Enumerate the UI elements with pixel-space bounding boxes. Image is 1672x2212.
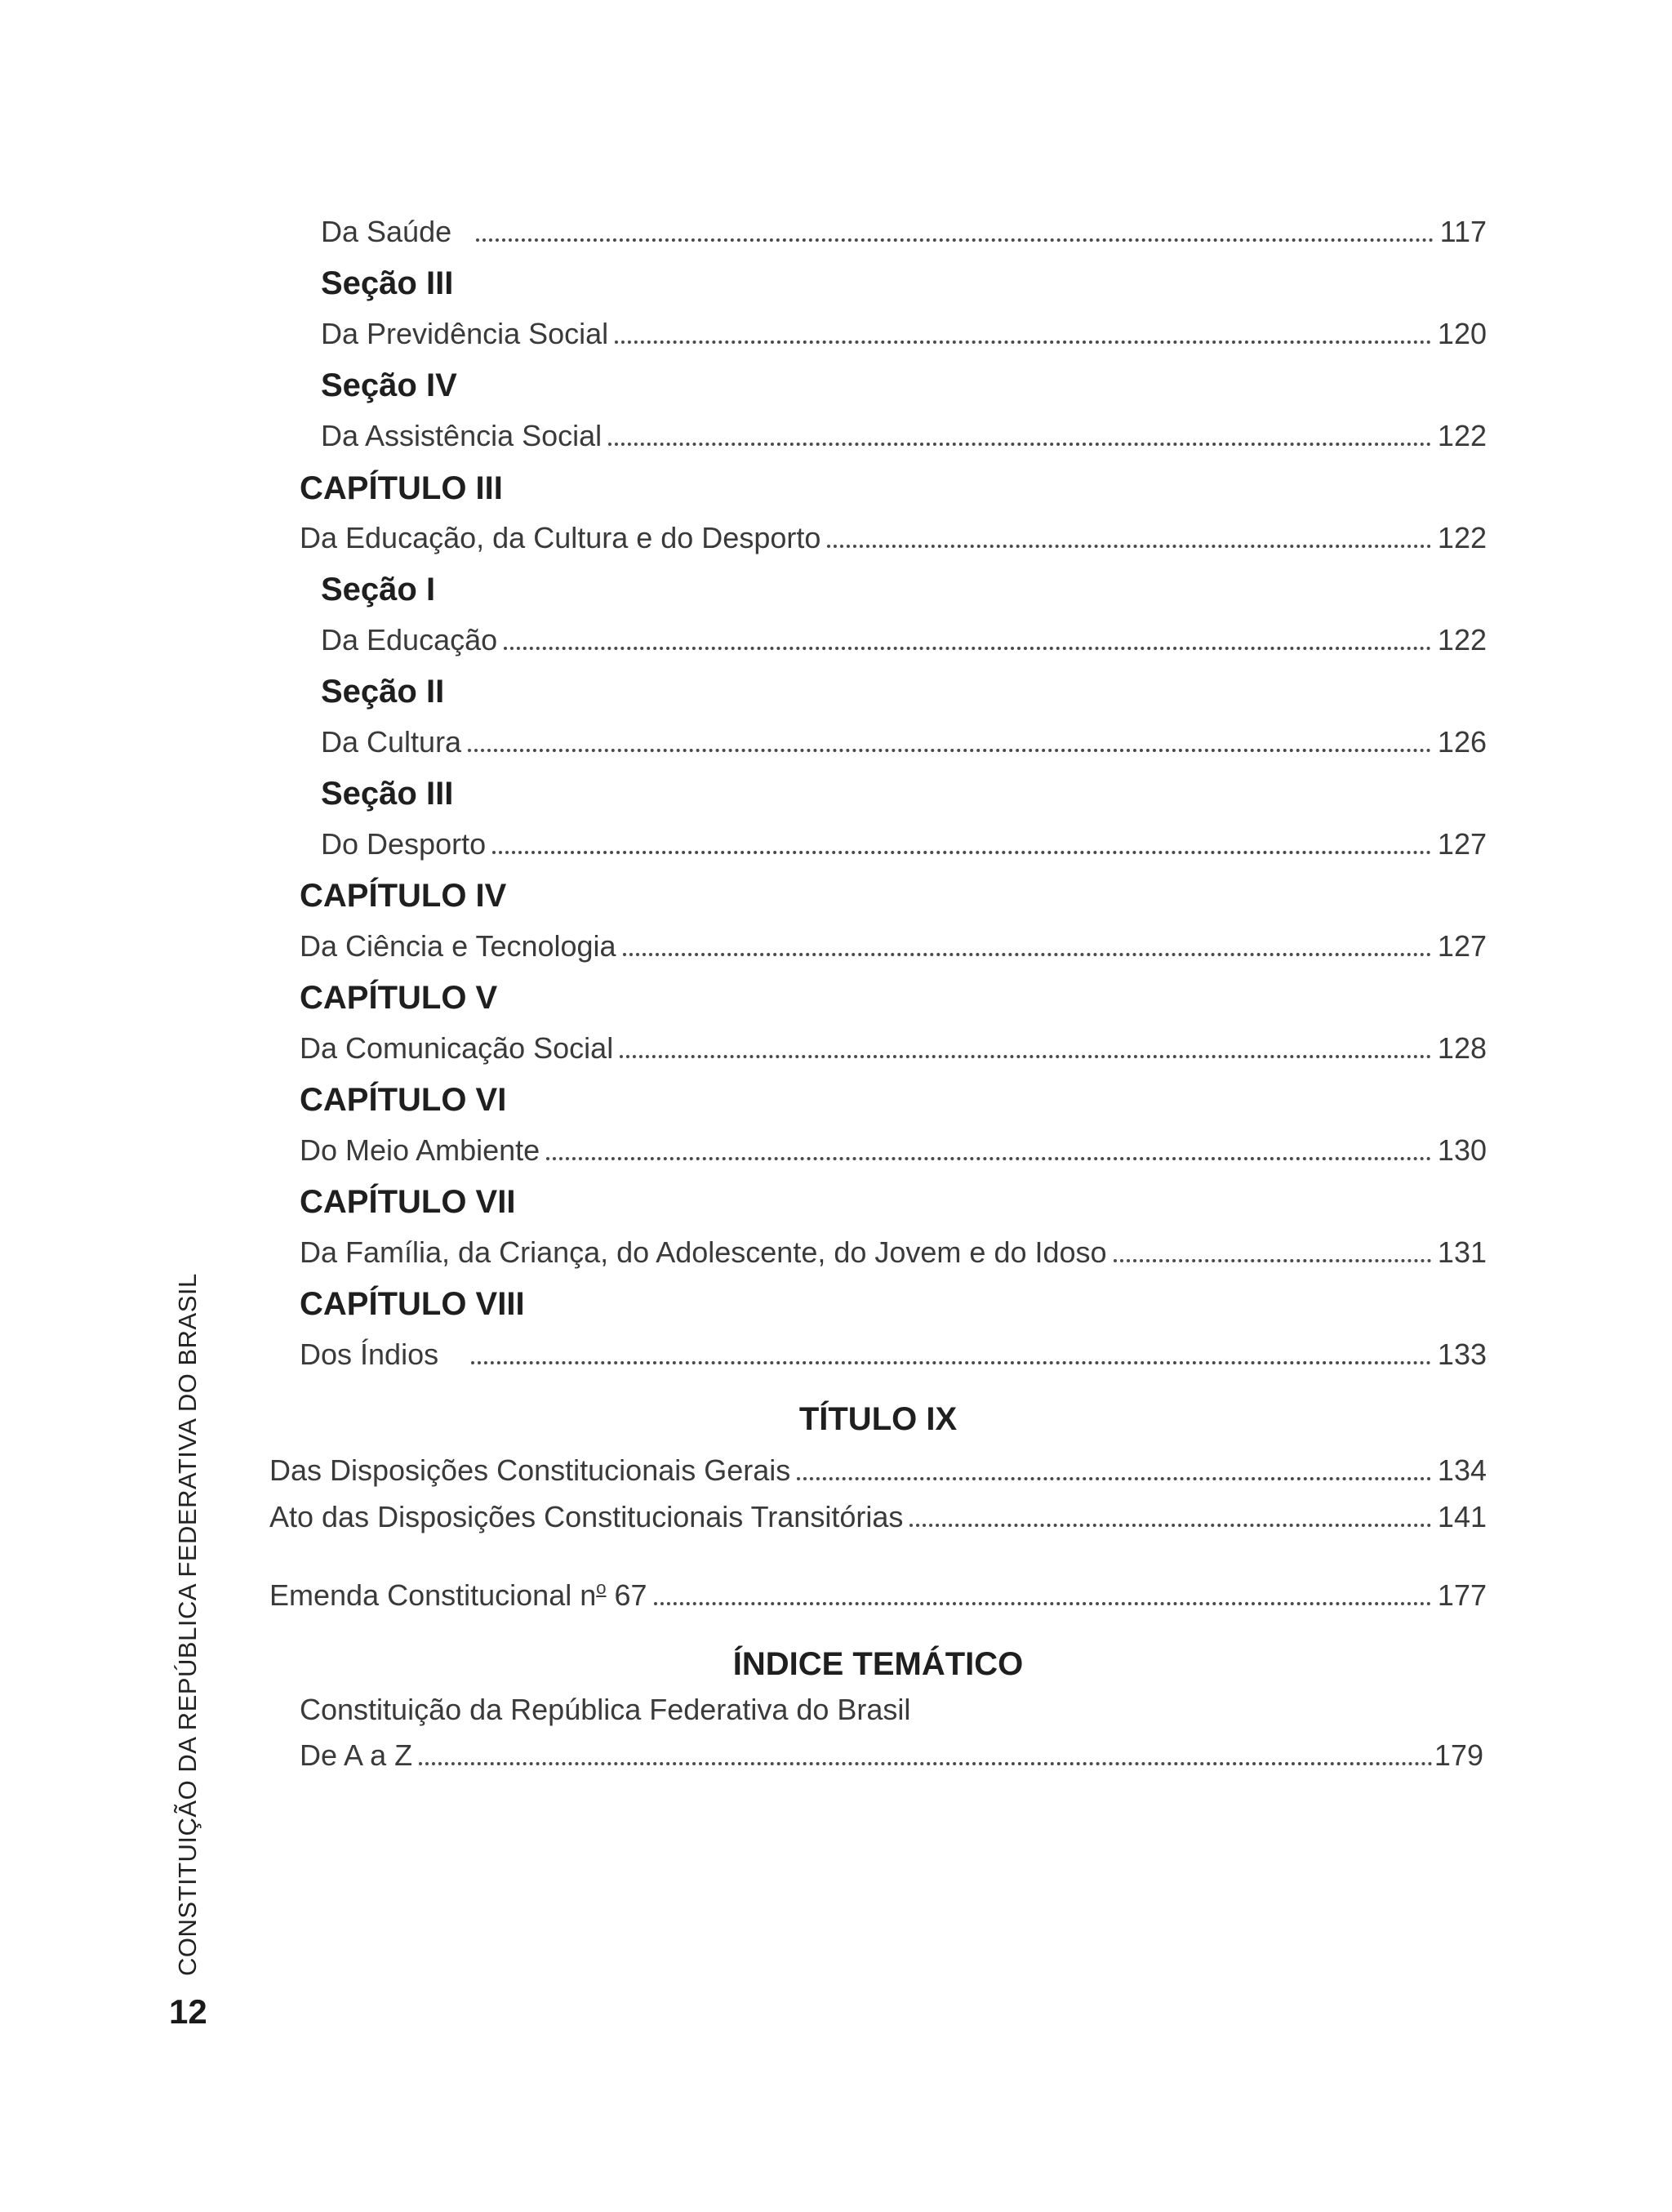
toc-entry-cultura bbox=[321, 714, 1487, 760]
dot-leader bbox=[492, 851, 1431, 854]
toc-entry-label: Da Ciência e Tecnologia bbox=[300, 929, 616, 963]
toc-entry-page: 141 bbox=[1437, 1500, 1487, 1533]
dot-leader bbox=[476, 238, 1433, 242]
title-heading-ix: TÍTULO IX bbox=[798, 1401, 958, 1437]
indice-tematico-heading: ÍNDICE TEMÁTICO bbox=[732, 1646, 1024, 1682]
ordinal-indicator: o bbox=[596, 1578, 607, 1598]
toc-entry-label: Da Assistência Social bbox=[321, 419, 603, 452]
dot-leader bbox=[797, 1477, 1431, 1480]
toc-entry-page: 122 bbox=[1437, 419, 1487, 452]
section-heading-ii: Seção II bbox=[321, 674, 445, 710]
toc-entry-educacao-cultura-desporto bbox=[300, 510, 1487, 556]
toc-entry-meio-ambiente bbox=[300, 1123, 1487, 1168]
toc-entry-desporto bbox=[321, 817, 1487, 862]
chapter-heading-iii: CAPÍTULO III bbox=[300, 470, 503, 506]
toc-entry-page: 134 bbox=[1437, 1453, 1487, 1487]
toc-entry-label: Da Educação, da Cultura e do Desporto bbox=[300, 521, 821, 554]
chapter-heading-viii: CAPÍTULO VIII bbox=[300, 1286, 525, 1322]
dot-leader bbox=[827, 545, 1431, 548]
dot-leader bbox=[471, 1361, 1431, 1364]
toc-entry-comunicacao bbox=[300, 1021, 1487, 1066]
toc-entry-label: Da Previdência Social bbox=[321, 317, 609, 350]
toc-entry-page: 128 bbox=[1437, 1031, 1487, 1065]
toc-entry-label bbox=[269, 1570, 647, 1613]
dot-leader bbox=[1114, 1259, 1431, 1262]
toc-entry-page: 127 bbox=[1437, 929, 1487, 963]
toc-entry-label: Da Educação bbox=[321, 623, 498, 656]
toc-entry-saude bbox=[321, 204, 1487, 250]
dot-leader bbox=[468, 749, 1431, 752]
page-number: 12 bbox=[169, 1992, 207, 2031]
emenda-label-prefix: Emenda Constitucional n bbox=[269, 1578, 597, 1612]
toc-entry-page: 179 bbox=[1434, 1738, 1483, 1772]
section-heading-iii-b: Seção III bbox=[321, 776, 454, 812]
constituicao-line: Constituição da República Federativa do Brasil bbox=[300, 1693, 911, 1726]
dot-leader bbox=[608, 443, 1431, 446]
toc-entry-label: Do Meio Ambiente bbox=[300, 1133, 540, 1167]
dot-leader bbox=[909, 1524, 1431, 1527]
toc-entry-page: 126 bbox=[1437, 725, 1487, 759]
toc-entry-page: 127 bbox=[1437, 827, 1487, 861]
chapter-heading-v: CAPÍTULO V bbox=[300, 980, 498, 1016]
dot-leader bbox=[419, 1762, 1433, 1765]
toc-entry-familia bbox=[300, 1225, 1487, 1271]
toc-entry-page: 177 bbox=[1437, 1578, 1487, 1612]
section-heading-i: Seção I bbox=[321, 572, 436, 608]
side-running-title: CONSTITUIÇÃO DA REPÚBLICA FEDERATIVA DO BRASIL bbox=[173, 1273, 202, 1976]
toc-entry-adct bbox=[269, 1489, 1487, 1535]
chapter-heading-vi: CAPÍTULO VI bbox=[300, 1082, 507, 1118]
toc-entry-indios bbox=[300, 1327, 1487, 1373]
chapter-heading-iv: CAPÍTULO IV bbox=[300, 878, 507, 914]
toc-entry-previdencia bbox=[321, 306, 1487, 352]
dot-leader bbox=[546, 1157, 1431, 1160]
toc-entry-label: Da Família, da Criança, do Adolescente, do Jovem e do Idoso bbox=[300, 1235, 1107, 1269]
dot-leader bbox=[654, 1602, 1431, 1605]
toc-entry-emenda bbox=[269, 1568, 1487, 1613]
dot-leader bbox=[623, 953, 1431, 956]
chapter-heading-vii: CAPÍTULO VII bbox=[300, 1184, 516, 1220]
toc-entry-label: Da Saúde bbox=[321, 215, 452, 248]
toc-entry-page: 131 bbox=[1437, 1235, 1487, 1269]
toc-entry-label: Dos Índios bbox=[300, 1337, 439, 1371]
toc-entry-page: 122 bbox=[1437, 623, 1487, 656]
emenda-label-suffix: 67 bbox=[606, 1578, 647, 1612]
toc-entry-label: Das Disposições Constitucionais Gerais bbox=[269, 1453, 791, 1487]
toc-entry-a-z bbox=[300, 1728, 1483, 1774]
toc-entry-assistencia bbox=[321, 408, 1487, 454]
toc-entry-ciencia bbox=[300, 919, 1487, 964]
toc-entry-page: 120 bbox=[1437, 317, 1487, 350]
toc-entry-label: Do Desporto bbox=[321, 827, 487, 861]
toc-entry-disposicoes-gerais bbox=[269, 1443, 1487, 1489]
dot-leader bbox=[504, 647, 1431, 650]
toc-entry-label: De A a Z bbox=[300, 1738, 413, 1772]
dot-leader bbox=[615, 340, 1431, 344]
dot-leader bbox=[620, 1055, 1431, 1058]
toc-entry-page: 133 bbox=[1437, 1337, 1487, 1371]
toc-entry-page: 122 bbox=[1437, 521, 1487, 554]
toc-entry-page: 130 bbox=[1437, 1133, 1487, 1167]
toc-entry-educacao bbox=[321, 612, 1487, 658]
toc-entry-label: Ato das Disposições Constitucionais Transitórias bbox=[269, 1500, 904, 1533]
toc-entry-label: Da Comunicação Social bbox=[300, 1031, 614, 1065]
toc-entry-page: 117 bbox=[1439, 215, 1487, 248]
toc-entry-label: Da Cultura bbox=[321, 725, 462, 759]
section-heading-iv: Seção IV bbox=[321, 367, 457, 403]
section-heading-iii: Seção III bbox=[321, 265, 454, 301]
